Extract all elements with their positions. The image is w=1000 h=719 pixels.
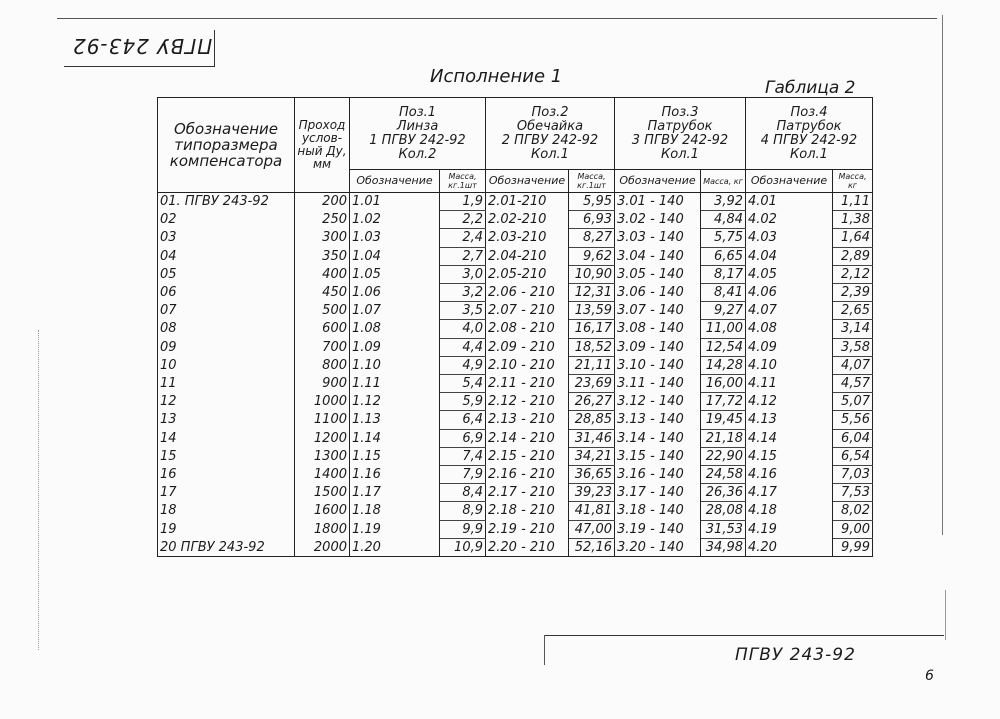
sub-designation-3: Обозначение (615, 170, 701, 193)
row-pass: 200 (295, 193, 350, 211)
pos4-title: Поз.4 (790, 104, 828, 120)
row-pos3-designation: 3.17 - 140 (615, 484, 701, 502)
row-pos2-mass: 36,65 (569, 466, 615, 484)
row-pos3-mass: 3,92 (701, 193, 746, 211)
row-pos4-mass: 3,14 (833, 320, 873, 338)
row-pos4-mass: 1,64 (833, 229, 873, 247)
row-pos2-designation: 2.06 - 210 (486, 284, 569, 302)
row-pos3-designation: 3.19 - 140 (615, 520, 701, 538)
row-pos4-designation: 4.14 (746, 429, 833, 447)
row-pos4-designation: 4.15 (746, 447, 833, 465)
row-pos1-mass: 3,2 (440, 284, 486, 302)
row-pos1-designation: 1.04 (350, 247, 440, 265)
row-designation: 18 (158, 502, 295, 520)
row-pos2-mass: 26,27 (569, 393, 615, 411)
row-pos4-designation: 4.03 (746, 229, 833, 247)
row-pos2-designation: 2.11 - 210 (486, 375, 569, 393)
sub-designation-2: Обозначение (486, 170, 569, 193)
row-pass: 400 (295, 265, 350, 283)
row-pos3-designation: 3.12 - 140 (615, 393, 701, 411)
row-pass: 1600 (295, 502, 350, 520)
row-pos2-mass: 34,21 (569, 447, 615, 465)
row-pos1-designation: 1.19 (350, 520, 440, 538)
row-pos2-designation: 2.16 - 210 (486, 466, 569, 484)
sub-mass-3: Масса, кг (701, 170, 746, 193)
row-pos3-mass: 28,08 (701, 502, 746, 520)
row-pass: 1300 (295, 447, 350, 465)
pos2-qty: Кол.1 (531, 146, 569, 162)
pos1-name: Линза (396, 118, 439, 134)
row-pos1-designation: 1.09 (350, 338, 440, 356)
row-pos2-designation: 2.09 - 210 (486, 338, 569, 356)
row-pos4-designation: 4.16 (746, 466, 833, 484)
pos4-doc: 4 ПГВУ 242-92 (760, 132, 858, 148)
row-pos4-designation: 4.02 (746, 211, 833, 229)
row-pos1-designation: 1.18 (350, 502, 440, 520)
row-pos3-designation: 3.15 - 140 (615, 447, 701, 465)
row-pos1-designation: 1.07 (350, 302, 440, 320)
row-pass: 350 (295, 247, 350, 265)
row-pos1-designation: 1.03 (350, 229, 440, 247)
row-pass: 2000 (295, 538, 350, 556)
footer-divider (544, 635, 545, 665)
row-designation: 20 ПГВУ 243-92 (158, 538, 295, 556)
row-designation: 05 (158, 265, 295, 283)
sub-designation-4: Обозначение (746, 170, 833, 193)
row-pos2-designation: 2.04-210 (486, 247, 569, 265)
row-pos1-mass: 3,0 (440, 265, 486, 283)
row-pos1-designation: 1.01 (350, 193, 440, 211)
row-pos4-designation: 4.01 (746, 193, 833, 211)
row-pos4-designation: 4.20 (746, 538, 833, 556)
row-pos4-mass: 4,57 (833, 375, 873, 393)
row-pos3-designation: 3.20 - 140 (615, 538, 701, 556)
frame-right-line-lower (945, 590, 946, 640)
row-pos2-mass: 9,62 (569, 247, 615, 265)
pos2-name: Обечайка (516, 118, 584, 134)
row-pos4-designation: 4.09 (746, 338, 833, 356)
row-designation: 16 (158, 466, 295, 484)
row-pos4-designation: 4.07 (746, 302, 833, 320)
row-pos2-designation: 2.17 - 210 (486, 484, 569, 502)
row-pos3-designation: 3.05 - 140 (615, 265, 701, 283)
row-pos4-mass: 5,07 (833, 393, 873, 411)
row-pos4-mass: 6,54 (833, 447, 873, 465)
row-pos3-mass: 9,27 (701, 302, 746, 320)
row-pos1-designation: 1.06 (350, 284, 440, 302)
row-pos4-mass: 5,56 (833, 411, 873, 429)
row-pos1-designation: 1.10 (350, 356, 440, 374)
row-pos1-mass: 1,9 (440, 193, 486, 211)
row-designation: 11 (158, 375, 295, 393)
frame-right-line (942, 15, 943, 535)
row-pos3-mass: 34,98 (701, 538, 746, 556)
row-pos1-designation: 1.02 (350, 211, 440, 229)
header-pos2 (486, 98, 615, 170)
row-pos2-mass: 31,46 (569, 429, 615, 447)
pos3-doc: 3 ПГВУ 242-92 (631, 132, 729, 148)
row-pos2-designation: 2.19 - 210 (486, 520, 569, 538)
left-margin-line (38, 330, 39, 650)
row-designation: 14 (158, 429, 295, 447)
row-pos1-designation: 1.20 (350, 538, 440, 556)
row-pos2-mass: 12,31 (569, 284, 615, 302)
row-pos1-mass: 4,9 (440, 356, 486, 374)
row-designation: 19 (158, 520, 295, 538)
row-pos2-mass: 47,00 (569, 520, 615, 538)
row-pos2-mass: 39,23 (569, 484, 615, 502)
row-designation: 01. ПГВУ 243-92 (158, 193, 295, 211)
pos4-name: Патрубок (776, 118, 842, 134)
row-pos4-designation: 4.13 (746, 411, 833, 429)
row-designation: 09 (158, 338, 295, 356)
header-pass: Проход услов-ный Ду, мм (295, 98, 350, 193)
row-pos4-mass: 3,58 (833, 338, 873, 356)
corner-stamp (64, 30, 215, 67)
row-pos2-designation: 2.02-210 (486, 211, 569, 229)
pos1-doc: 1 ПГВУ 242-92 (369, 132, 466, 148)
row-pos1-mass: 7,4 (440, 447, 486, 465)
table-row (158, 538, 873, 556)
row-pos4-designation: 4.18 (746, 502, 833, 520)
row-designation: 03 (158, 229, 295, 247)
row-designation: 07 (158, 302, 295, 320)
row-pass: 700 (295, 338, 350, 356)
row-pos4-designation: 4.04 (746, 247, 833, 265)
row-pos3-mass: 6,65 (701, 247, 746, 265)
row-pos4-designation: 4.12 (746, 393, 833, 411)
row-pos3-mass: 8,17 (701, 265, 746, 283)
row-pos4-mass: 1,11 (833, 193, 873, 211)
table-title: Габлица 2 (765, 78, 856, 98)
row-pos3-mass: 12,54 (701, 338, 746, 356)
row-pos1-designation: 1.05 (350, 265, 440, 283)
pos4-qty: Кол.1 (790, 146, 828, 162)
header-pos3 (615, 98, 746, 170)
header-designation: Обозначение типоразмера компенсатора (158, 98, 295, 193)
row-pos1-mass: 5,4 (440, 375, 486, 393)
row-pos2-mass: 21,11 (569, 356, 615, 374)
row-pos3-designation: 3.14 - 140 (615, 429, 701, 447)
pos1-title: Поз.1 (398, 104, 437, 120)
row-pos1-mass: 6,4 (440, 411, 486, 429)
corner-stamp-code: ПГВУ 243-92 (72, 34, 213, 58)
row-pos2-designation: 2.01-210 (486, 193, 569, 211)
row-pos3-mass: 19,45 (701, 411, 746, 429)
row-pos3-mass: 17,72 (701, 393, 746, 411)
row-pos4-mass: 9,99 (833, 538, 873, 556)
row-pos1-mass: 6,9 (440, 429, 486, 447)
row-pos1-designation: 1.17 (350, 484, 440, 502)
table-row (158, 484, 873, 502)
row-pos2-designation: 2.05-210 (486, 265, 569, 283)
table-row (158, 247, 873, 265)
row-pos3-mass: 22,90 (701, 447, 746, 465)
row-pos3-mass: 5,75 (701, 229, 746, 247)
row-pos1-designation: 1.12 (350, 393, 440, 411)
pos2-title: Поз.2 (531, 104, 569, 120)
table-body (158, 193, 873, 557)
row-pos2-mass: 23,69 (569, 375, 615, 393)
row-pass: 250 (295, 211, 350, 229)
row-pos4-mass: 1,38 (833, 211, 873, 229)
table-row (158, 520, 873, 538)
row-pos1-mass: 2,2 (440, 211, 486, 229)
table-row (158, 284, 873, 302)
row-pos1-mass: 4,0 (440, 320, 486, 338)
row-pass: 1000 (295, 393, 350, 411)
row-pos2-mass: 16,17 (569, 320, 615, 338)
row-designation: 06 (158, 284, 295, 302)
row-pos1-mass: 2,4 (440, 229, 486, 247)
row-designation: 17 (158, 484, 295, 502)
sub-mass-4: Масса, кг (833, 170, 873, 193)
header-pos1 (350, 98, 486, 170)
row-pos3-mass: 24,58 (701, 466, 746, 484)
row-pos2-designation: 2.13 - 210 (486, 411, 569, 429)
row-designation: 10 (158, 356, 295, 374)
row-pos2-designation: 2.14 - 210 (486, 429, 569, 447)
row-pos1-mass: 8,4 (440, 484, 486, 502)
row-pos1-designation: 1.14 (350, 429, 440, 447)
row-pos4-designation: 4.10 (746, 356, 833, 374)
table-row (158, 393, 873, 411)
row-pos3-designation: 3.11 - 140 (615, 375, 701, 393)
row-pos2-designation: 2.03-210 (486, 229, 569, 247)
table-row (158, 193, 873, 211)
row-pos4-mass: 2,39 (833, 284, 873, 302)
row-pass: 1100 (295, 411, 350, 429)
table-row (158, 356, 873, 374)
pos2-doc: 2 ПГВУ 242-92 (501, 132, 599, 148)
row-pos2-mass: 8,27 (569, 229, 615, 247)
row-pos4-designation: 4.17 (746, 484, 833, 502)
row-pos2-designation: 2.08 - 210 (486, 320, 569, 338)
row-pos4-designation: 4.11 (746, 375, 833, 393)
frame-top-line (57, 18, 937, 19)
table-row (158, 265, 873, 283)
row-pos2-mass: 18,52 (569, 338, 615, 356)
row-pass: 500 (295, 302, 350, 320)
pos3-qty: Кол.1 (661, 146, 699, 162)
row-pos3-designation: 3.03 - 140 (615, 229, 701, 247)
sub-mass-1: Масса, кг.1шт (440, 170, 486, 193)
row-pos2-designation: 2.10 - 210 (486, 356, 569, 374)
row-pos1-mass: 3,5 (440, 302, 486, 320)
row-pos4-mass: 2,12 (833, 265, 873, 283)
row-pos1-designation: 1.16 (350, 466, 440, 484)
row-pos3-mass: 8,41 (701, 284, 746, 302)
row-pos1-mass: 10,9 (440, 538, 486, 556)
table-row (158, 429, 873, 447)
row-pos1-designation: 1.11 (350, 375, 440, 393)
row-pos3-mass: 4,84 (701, 211, 746, 229)
pos3-name: Патрубок (647, 118, 713, 134)
row-pos3-designation: 3.02 - 140 (615, 211, 701, 229)
table-row (158, 320, 873, 338)
row-designation: 13 (158, 411, 295, 429)
row-pos4-mass: 9,00 (833, 520, 873, 538)
row-pos3-designation: 3.10 - 140 (615, 356, 701, 374)
row-pos3-designation: 3.09 - 140 (615, 338, 701, 356)
row-pos2-mass: 52,16 (569, 538, 615, 556)
row-designation: 08 (158, 320, 295, 338)
row-pos4-mass: 8,02 (833, 502, 873, 520)
row-pos1-mass: 4,4 (440, 338, 486, 356)
sub-mass-2: Масса, кг.1шт (569, 170, 615, 193)
row-pos3-designation: 3.04 - 140 (615, 247, 701, 265)
table-row (158, 211, 873, 229)
row-pos3-designation: 3.06 - 140 (615, 284, 701, 302)
row-pos2-mass: 6,93 (569, 211, 615, 229)
row-pos2-mass: 41,81 (569, 502, 615, 520)
row-pos4-designation: 4.05 (746, 265, 833, 283)
row-pos1-designation: 1.08 (350, 320, 440, 338)
row-designation: 04 (158, 247, 295, 265)
row-pass: 1400 (295, 466, 350, 484)
row-designation: 12 (158, 393, 295, 411)
table-row (158, 338, 873, 356)
row-pos4-designation: 4.19 (746, 520, 833, 538)
row-pos1-designation: 1.15 (350, 447, 440, 465)
row-pass: 800 (295, 356, 350, 374)
row-pos1-mass: 8,9 (440, 502, 486, 520)
row-pass: 1200 (295, 429, 350, 447)
row-pos4-mass: 6,04 (833, 429, 873, 447)
row-pos4-mass: 2,65 (833, 302, 873, 320)
table-row (158, 466, 873, 484)
row-pass: 300 (295, 229, 350, 247)
row-pass: 600 (295, 320, 350, 338)
execution-title: Исполнение 1 (430, 66, 563, 87)
row-pos2-mass: 13,59 (569, 302, 615, 320)
row-pos3-mass: 31,53 (701, 520, 746, 538)
row-pos2-mass: 5,95 (569, 193, 615, 211)
table-row (158, 302, 873, 320)
row-pos3-designation: 3.16 - 140 (615, 466, 701, 484)
row-pos2-designation: 2.20 - 210 (486, 538, 569, 556)
row-pass: 450 (295, 284, 350, 302)
row-pos3-designation: 3.18 - 140 (615, 502, 701, 520)
row-pos4-designation: 4.08 (746, 320, 833, 338)
row-pos3-designation: 3.08 - 140 (615, 320, 701, 338)
table-row (158, 411, 873, 429)
table-row (158, 447, 873, 465)
row-pos4-mass: 7,03 (833, 466, 873, 484)
row-pos4-designation: 4.06 (746, 284, 833, 302)
row-pos2-designation: 2.07 - 210 (486, 302, 569, 320)
row-pos2-mass: 10,90 (569, 265, 615, 283)
row-pos2-designation: 2.18 - 210 (486, 502, 569, 520)
row-pos4-mass: 2,89 (833, 247, 873, 265)
row-pos3-mass: 16,00 (701, 375, 746, 393)
pos3-title: Поз.3 (661, 104, 699, 120)
row-designation: 15 (158, 447, 295, 465)
row-pos1-designation: 1.13 (350, 411, 440, 429)
pos1-qty: Кол.2 (398, 146, 437, 162)
row-pos2-mass: 28,85 (569, 411, 615, 429)
row-pos1-mass: 5,9 (440, 393, 486, 411)
row-pos2-designation: 2.15 - 210 (486, 447, 569, 465)
row-pos3-designation: 3.07 - 140 (615, 302, 701, 320)
specification-table (157, 97, 873, 557)
row-pos3-designation: 3.13 - 140 (615, 411, 701, 429)
row-pos3-designation: 3.01 - 140 (615, 193, 701, 211)
row-pos1-mass: 2,7 (440, 247, 486, 265)
sub-designation-1: Обозначение (350, 170, 440, 193)
row-pos3-mass: 21,18 (701, 429, 746, 447)
row-pos1-mass: 9,9 (440, 520, 486, 538)
table-row (158, 502, 873, 520)
row-designation: 02 (158, 211, 295, 229)
table-row (158, 375, 873, 393)
row-pos3-mass: 14,28 (701, 356, 746, 374)
row-pass: 900 (295, 375, 350, 393)
row-pos4-mass: 7,53 (833, 484, 873, 502)
row-pass: 1800 (295, 520, 350, 538)
row-pos2-designation: 2.12 - 210 (486, 393, 569, 411)
row-pos4-mass: 4,07 (833, 356, 873, 374)
page-number: 6 (925, 668, 934, 684)
footer-doc-code: ПГВУ 243-92 (735, 645, 856, 665)
table-row (158, 229, 873, 247)
row-pos1-mass: 7,9 (440, 466, 486, 484)
row-pass: 1500 (295, 484, 350, 502)
row-pos3-mass: 26,36 (701, 484, 746, 502)
header-pos4 (746, 98, 873, 170)
row-pos3-mass: 11,00 (701, 320, 746, 338)
